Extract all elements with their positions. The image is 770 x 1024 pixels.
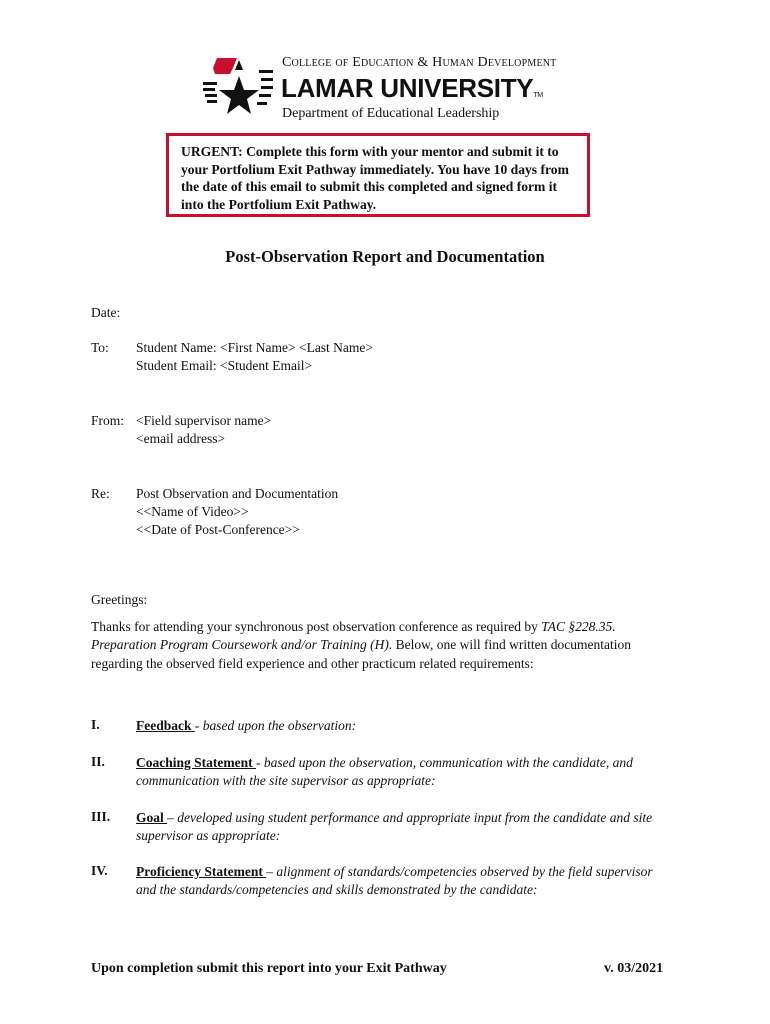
item-coaching-statement: [136, 754, 656, 791]
item-number: III.: [91, 809, 111, 824]
item-description: – alignment of standards/competencies observed by the field supervisor and the standards/competencies and skills demonstrated by the candidate:: [136, 864, 653, 898]
item-description: - based upon the observation, communication with the candidate, and communication with the site supervisor as appropriate:: [136, 755, 633, 789]
college-name: College of Education & Human Development: [282, 55, 557, 70]
tac-reference: TAC §228.35. Preparation Program Coursework and/or Training (H).: [91, 619, 616, 653]
intro-text-2: Below, one will find written documentation regarding the observed field experience and other practicum related requirements:: [91, 637, 631, 671]
item-description: – developed using student performance and appropriate input from the candidate and site supervisor as appropriate:: [136, 810, 653, 844]
item-heading: Goal: [136, 810, 168, 825]
re-conference-date: <<Date of Post-Conference>>: [136, 522, 300, 537]
from-email: <email address>: [136, 431, 226, 446]
item-number: IV.: [91, 863, 108, 878]
item-number: I.: [91, 717, 100, 732]
item-number: II.: [91, 754, 105, 769]
urgent-notice: URGENT: Complete this form with your mentor and submit it to your Portfolium Exit Pathway immediately. You have 10 days from the date of this email to submit this completed and signed form it into the Portfolium Exit Pathway.: [166, 133, 590, 217]
intro-paragraph: [91, 618, 671, 673]
item-heading: Proficiency Statement: [136, 864, 267, 879]
to-student-name: Student Name: <First Name> <Last Name>: [136, 340, 374, 355]
intro-text-1: Thanks for attending your synchronous post observation conference as required by: [91, 619, 542, 634]
footer-instruction: Upon completion submit this report into your Exit Pathway: [91, 961, 447, 976]
university-name: LAMAR UNIVERSITYTM: [281, 73, 543, 103]
item-heading: Coaching Statement: [136, 755, 256, 770]
greeting: Greetings:: [91, 592, 148, 607]
date-label: Date:: [91, 305, 121, 320]
item-heading: Feedback: [136, 718, 195, 733]
from-supervisor-name: <Field supervisor name>: [136, 413, 272, 428]
item-proficiency-statement: [136, 863, 656, 900]
page-title: Post-Observation Report and Documentation: [225, 247, 545, 266]
re-video-name: <<Name of Video>>: [136, 504, 249, 519]
re-subject: Post Observation and Documentation: [136, 486, 339, 501]
version-label: v. 03/2021: [604, 961, 664, 976]
lamar-logo: [203, 56, 275, 122]
item-goal: [136, 809, 656, 846]
to-label: To:: [91, 340, 109, 355]
item-feedback: [136, 717, 656, 735]
department-name: Department of Educational Leadership: [282, 106, 500, 121]
to-student-email: Student Email: <Student Email>: [136, 358, 313, 373]
item-description: - based upon the observation:: [194, 718, 357, 733]
re-label: Re:: [91, 486, 110, 501]
from-label: From:: [91, 413, 125, 428]
trademark: TM: [533, 92, 543, 99]
